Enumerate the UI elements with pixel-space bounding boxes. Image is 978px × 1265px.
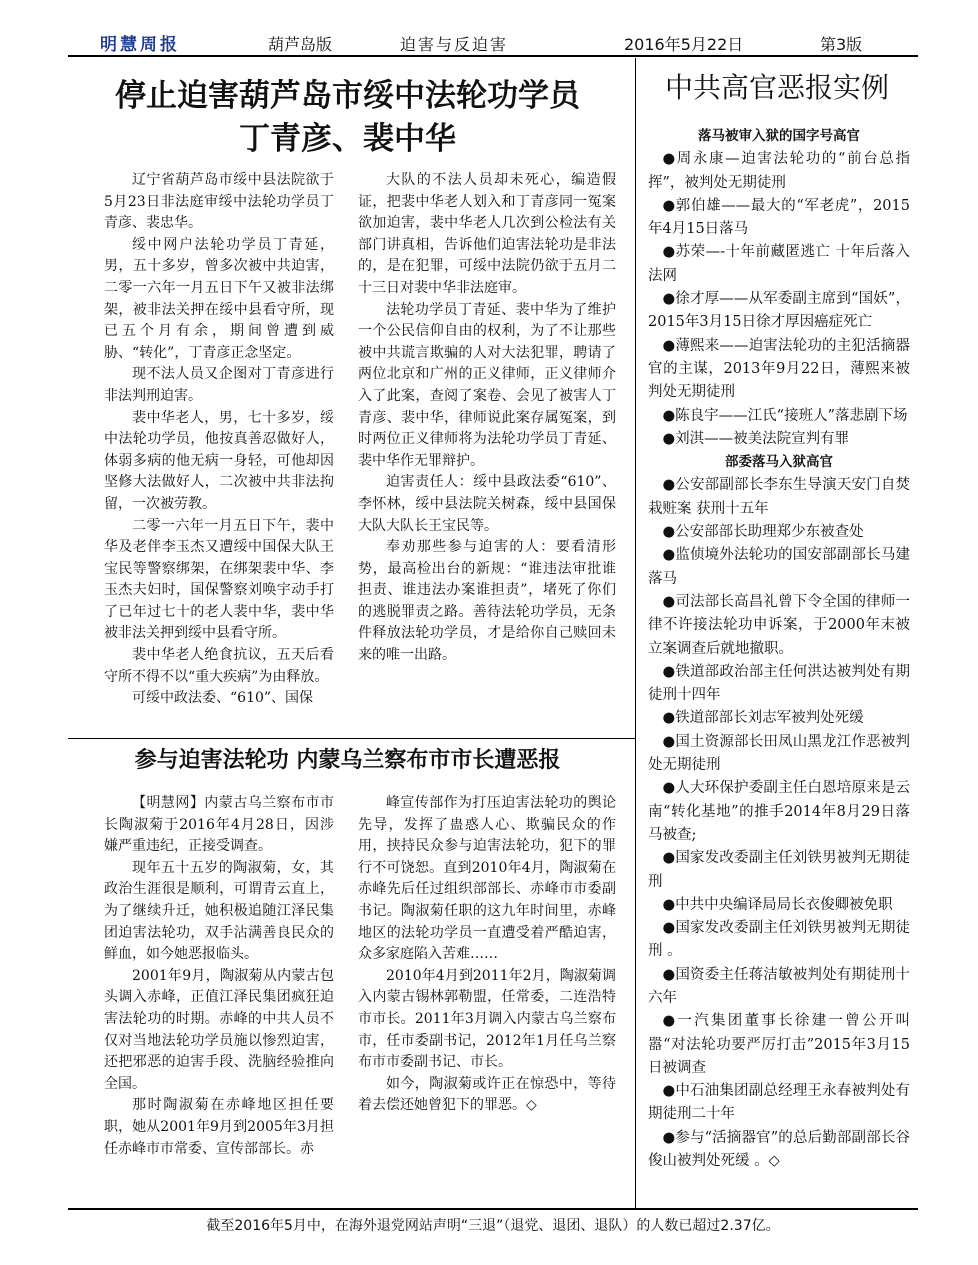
article2-column2 bbox=[358, 793, 616, 1117]
list-item: ●苏荣—-十年前藏匿逃亡 十年后落入法网 bbox=[648, 244, 910, 284]
list-item: ●监侦境外法轮功的国安部副部长马建落马 bbox=[648, 547, 910, 587]
list-item: ●国家发改委副主任刘铁男被判无期徒刑 bbox=[648, 850, 910, 890]
article2-column1 bbox=[104, 793, 334, 1160]
sidebar-list-2 bbox=[648, 474, 910, 1173]
list-item: ●中共中央编译局局长衣俊卿被免职 bbox=[662, 896, 893, 913]
sidebar-list-1 bbox=[648, 148, 910, 451]
paragraph: 辽宁省葫芦岛市绥中县法院欲于5月23日非法庭审绥中法轮功学员丁青彦、裴忠华。 bbox=[104, 172, 334, 232]
list-item: ●国土资源部长田凤山黑龙江作恶被判处无期徒刑 bbox=[648, 733, 910, 774]
list-item: ●国家发改委副主任刘铁男被判无期徒刑 。 bbox=[648, 920, 910, 960]
article1-title-line1: 停止迫害葫芦岛市绥中法轮功学员 bbox=[115, 78, 580, 114]
article2-title: 参与迫害法轮功 内蒙乌兰察布市市长遭恶报 bbox=[134, 748, 561, 773]
paragraph: 2001年9月，陶淑菊从内蒙古包头调入赤峰，正值江泽民集团疯狂迫害法轮功的时期。赤峰的中共人员不仅对当地法轮功学员施以惨烈迫害，还把邪恶的迫害手段、洗脑经验推向全国。 bbox=[104, 967, 334, 1092]
sidebar-subheading-2: 部委落马入狱高官 bbox=[725, 454, 833, 471]
newspaper-name: 明慧周报 bbox=[100, 35, 180, 55]
list-item: ●周永康—迫害法轮功的“前台总指挥”，被判处无期徒刑 bbox=[648, 151, 910, 191]
sidebar-title: 中共高官恶报实例 bbox=[664, 71, 889, 104]
paragraph: 二零一六年一月五日下午，裴中华及老伴李玉杰又遭绥中国保大队王宝民等警察绑架，在绑架裴中华、李玉杰夫妇时，国保警察刘唤宇动手打了已年过七十的老人裴中华，裴中华被非法关押到绥中县看守所。 bbox=[104, 517, 334, 642]
list-item: ●国资委主任蒋洁敏被判处有期徒刑十六年 bbox=[648, 966, 910, 1006]
paragraph: 可绥中政法委、“610”、国保 bbox=[132, 690, 314, 707]
list-item: ●中石油集团副总经理王永春被判处有期徒刑二十年 bbox=[648, 1083, 910, 1123]
paragraph: 奉劝那些参与迫害的人：要看清形势，最高检出台的新规：“谁违法审批谁担责、谁违法办案谁担责”，堵死了你们的逃脱罪责之路。善待法轮功学员，无条件释放法轮功学员，才是给你自己赎回未来的唯一出路。 bbox=[358, 539, 616, 664]
list-item: ●徐才厚——从军委副主席到“国妖”，2015年3月15日徐才厚因癌症死亡 bbox=[648, 291, 910, 331]
paragraph: 现年五十五岁的陶淑菊，女，其政治生涯很是顺利，可谓青云直上，为了继续升迁，她积极追随江泽民集团迫害法轮功，双手沾满善良民众的鲜血，如今她恶报临头。 bbox=[104, 859, 334, 963]
list-item: ●郭伯雄——最大的“军老虎”，2015年4月15日落马 bbox=[648, 197, 910, 238]
paragraph: 迫害责任人：绥中县政法委“610”、李怀林，绥中县法院关树森，绥中县国保大队大队长王宝民等。 bbox=[358, 474, 616, 534]
paragraph: 裴中华老人，男，七十多岁，绥中法轮功学员，他按真善忍做好人，体弱多病的他无病一身轻，可他却因坚修大法做好人，二次被中共非法拘留，一次被劳教。 bbox=[104, 409, 334, 512]
list-item: ●铁道部部长刘志军被判处死缓 bbox=[662, 710, 864, 727]
sidebar-subheading-1: 落马被审入狱的国字号高官 bbox=[698, 128, 860, 144]
list-item: ●薄熙来——迫害法轮功的主犯活摘器官的主谋，2013年9月22日，薄熙来被 判处无期徒刑 bbox=[648, 337, 910, 401]
page-number: 第3版 bbox=[820, 35, 863, 54]
list-item: ●参与“活摘器官”的总后勤部副部长谷俊山被判处死缓 。◇ bbox=[648, 1129, 910, 1170]
list-item: ●铁道部政治部主任何洪达被判处有期徒刑十四年 bbox=[648, 663, 910, 704]
list-item: ●公安部部长助理郑少东被查处 bbox=[662, 524, 864, 541]
footer-note: 截至2016年5月中，在海外退党网站声明“三退”（退党、退团、退队）的人数已超过2.37亿。 bbox=[206, 1218, 780, 1234]
list-item: ●一汽集团董事长徐建一曾公开叫嚣“对法轮功要严厉打击”2015年3月15日被调查 bbox=[648, 1013, 910, 1076]
paragraph: 绥中网户法轮功学员丁青延，男，五十多岁，曾多次被中共迫害，二零一六年一月五日下午又被非法绑架，被非法关押在绥中县看守所，现已五个月有余，期间曾遭到威胁、“转化”，丁青彦正念坚定。 bbox=[104, 236, 334, 361]
article1-title-line2: 丁青彦、裴中华 bbox=[239, 121, 456, 157]
paragraph: 裴中华老人绝食抗议，五天后看守所不得不以“重大疾病”为由释放。 bbox=[104, 647, 334, 685]
list-item: ●公安部副部长李东生导演天安门自焚栽赃案 获刑十五年 bbox=[648, 477, 910, 517]
list-item: ●人大环保护委副主任白恩培原来是云南“转化基地”的推手2014年8月29日落马被查; bbox=[648, 780, 910, 843]
section-label: 迫害与反迫害 bbox=[400, 35, 509, 54]
paragraph: 峰宣传部作为打压迫害法轮功的舆论先导，发挥了蛊惑人心、欺骗民众的作用，挟持民众参与迫害法轮功，犯下的罪行不可饶恕。直到2010年4月，陶淑菊在赤峰先后任过组织部部长、赤峰市市委副书记。陶淑菊任职的这九年时间里，赤峰地区的法轮功学员一直遭受着严酷迫害，众多家庭陷入苦难…… bbox=[358, 795, 616, 963]
issue-date: 2016年5月22日 bbox=[624, 35, 744, 54]
paragraph: 【明慧网】内蒙古乌兰察布市市长陶淑菊于2016年4月28日，因涉嫌严重违纪，正接受调查。 bbox=[104, 795, 334, 855]
list-item: ●司法部长高昌礼曾下令全国的律师一律不许接法轮功申诉案，于2000年末被 立案调查后就地撤职。 bbox=[648, 593, 910, 657]
paragraph: 那时陶淑菊在赤峰地区担任要职，她从2001年9月到2005年3月担任赤峰市市常委、宣传部部长。赤 bbox=[104, 1097, 334, 1157]
list-item: ●刘淇——被美法院宣判有罪 bbox=[662, 430, 850, 447]
sidebar bbox=[648, 125, 910, 1173]
masthead bbox=[68, 27, 918, 57]
column-divider bbox=[635, 58, 636, 1208]
edition-label: 葫芦岛版 bbox=[268, 35, 333, 54]
footer-divider bbox=[68, 1208, 918, 1210]
list-item: ●陈良宇——江氏“接班人”落悲剧下场 bbox=[662, 407, 908, 424]
article1-column1 bbox=[104, 170, 334, 710]
article-divider bbox=[68, 738, 635, 739]
paragraph: 法轮功学员丁青延、裴中华为了维护一个公民信仰自由的权利，为了不让那些被中共谎言欺骗的人对大法犯罪，聘请了两位北京和广州的正义律师，正义律师介入了此案，查阅了案卷、会见了被害人丁青彦、裴中华，律师说此案存属冤案，到时两位正义律师将为法轮功学员丁青延、裴中华作无罪辩护。 bbox=[358, 301, 616, 469]
paragraph: 2010年4月到2011年2月，陶淑菊调入内蒙古锡林郭勒盟，任常委，二连浩特市市长。2011年3月调入内蒙古乌兰察布市，任市委副书记，2012年1月任乌兰察布市市委副书记、市长。 bbox=[358, 967, 616, 1071]
paragraph: 现不法人员又企图对丁青彦进行非法判刑迫害。 bbox=[104, 366, 334, 404]
article1-column2 bbox=[358, 170, 616, 667]
paragraph: 如今，陶淑菊或许正在惊恐中，等待着去偿还她曾犯下的罪恶。◇ bbox=[358, 1075, 616, 1114]
paragraph: 大队的不法人员却未死心，编造假证，把裴中华老人划入和丁青彦同一冤案欲加迫害，裴中华老人几次到公检法有关部门讲真相，告诉他们迫害法轮功是非法的，是在犯罪，可绥中法院仍欲于五月二十三日对裴中华非法庭审。 bbox=[358, 172, 616, 296]
